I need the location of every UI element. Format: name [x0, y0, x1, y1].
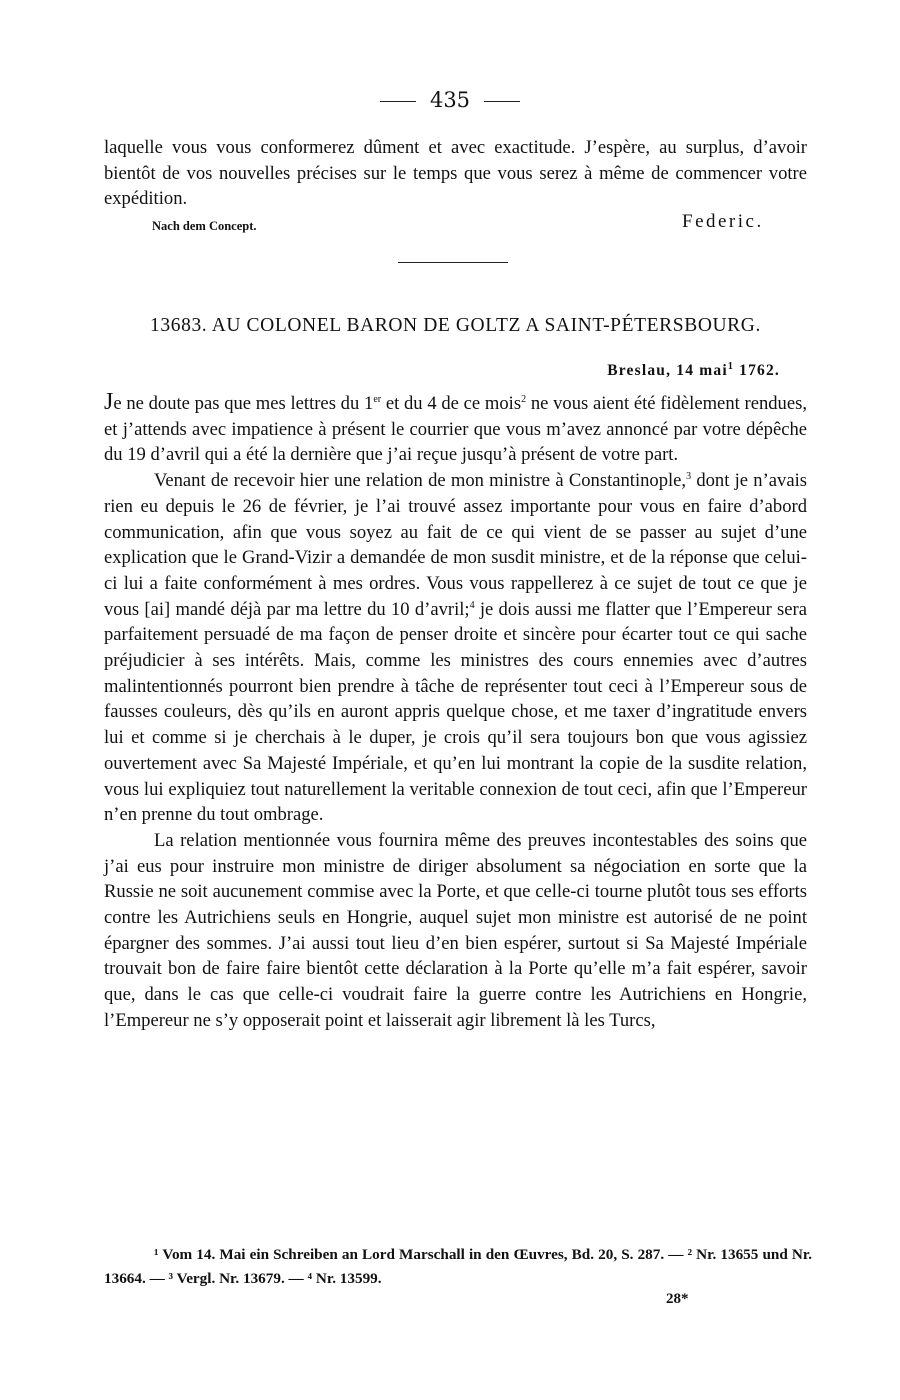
paragraph-3: La relation mentionnée vous fournira même des preuves incontestables des soins que j’ai eus pour instruire mon ministre de diriger absolument sa négociation en sorte que la Russie ne soit aucunement commise avec la Porte, et que celle-ci tourne plutôt tous ses efforts contre les Autrichiens seuls en Hongrie, auquel sujet mon ministre est autorisé de ne point épargner des sommes. J’ai aussi tout lieu d’en bien espérer, surtout si Sa Majesté Impériale trouvait bon de faire faire bientôt cette déclaration à la Porte qu’elle m’a fait espérer, savoir que, dans le cas que celle-ci voudrait faire la guerre contre les Autrichiens en Hongrie, l’Empereur ne s’y opposerait point et laisserait agir librement là les Turcs, [104, 829, 807, 1031]
footnotes [104, 1243, 812, 1291]
header-dash-right [484, 101, 520, 102]
letter-title: AU COLONEL BARON DE GOLTZ A SAINT-PÉTERSBOURG. [211, 315, 761, 336]
dropcap: J [104, 389, 114, 415]
page-header [0, 88, 900, 112]
year: 1762. [739, 362, 780, 379]
closing-paragraph: laquelle vous vous conformerez dûment et avec exactitude. J’espère, au surplus, d’avoir bientôt de vos nouvelles précises sur le temps que vous serez à même de commencer votre expédition. [104, 137, 807, 210]
letter-number: 13683. [150, 315, 208, 336]
date: 14 mai [676, 362, 728, 379]
header-dash-left [380, 101, 416, 102]
place-date-line [607, 362, 780, 380]
letter-body [104, 390, 807, 1034]
previous-letter-closing [104, 135, 807, 212]
page-number: 435 [429, 88, 471, 112]
paragraph-1: Je ne doute pas que mes lettres du 1er et du 4 de ce mois$^2$ ne vous aient été fidèlement rendues, et j’attends avec impatience à présent le courrier que vous m’avez annoncé par votre dépêche du 19 d’avril qui a été la dernière que j’ai reçue jusqu’à présent de votre part. [104, 389, 807, 466]
signature: Federic. [682, 211, 764, 232]
source-note: Nach dem Concept. [152, 219, 257, 233]
place: Breslau, [607, 362, 672, 379]
paragraph-2: Venant de recevoir hier une relation de mon ministre à Constantinople,$^3$ dont je n’avais rien eu depuis le 26 de février, je l’ai trouvé assez importante pour vous en faire d’abord communication, afin que vous soyez au fait de ce qui vient de se passer au sujet d’une explication que le Grand-Vizir a demandée de mon susdit ministre, et de la réponse que celui-ci lui a faite conformément à mes ordres. Vous vous rappellerez à ce sujet de tout ce que je vous [ai] mandé déjà par ma lettre du 10 d’avril;$^4$ je dois aussi me flatter que l’Empereur sera parfaitement persuadé de ma façon de penser droite et sincère pour écarter tout ce qui sache préjudicier à ses intérêts. Mais, comme les ministres des cours ennemies avec d’autres malintentionnés pourront bien prendre à tâche de représenter tout ceci à l’Empereur sous de fausses couleurs, dès qu’ils en auront appris quelque chose, et me taxer d’ingratitude envers lui et comme si je cherchais à le duper, je crois qu’il sera toujours bon que vous agissiez ouvertement avec Sa Majesté Impériale, et qu’en lui montrant la copie de la susdite relation, vous lui expliquiez tout naturellement la veritable connexion de tout ceci, afin que l’Empereur n’en prenne du tout ombrage. [104, 470, 807, 826]
printer-signature-mark: 28* [666, 1291, 689, 1307]
footnote-text: ¹ Vom 14. Mai ein Schreiben an Lord Marschall in den Œuvres, Bd. 20, S. 287. — ² Nr. 13655 und Nr. 13664. — ³ Vergl. Nr. 13679. — ⁴ Nr. 13599. [104, 1246, 812, 1287]
section-divider [398, 262, 508, 263]
date-footnote-mark: 1 [727, 360, 735, 372]
letter-heading [104, 313, 807, 338]
